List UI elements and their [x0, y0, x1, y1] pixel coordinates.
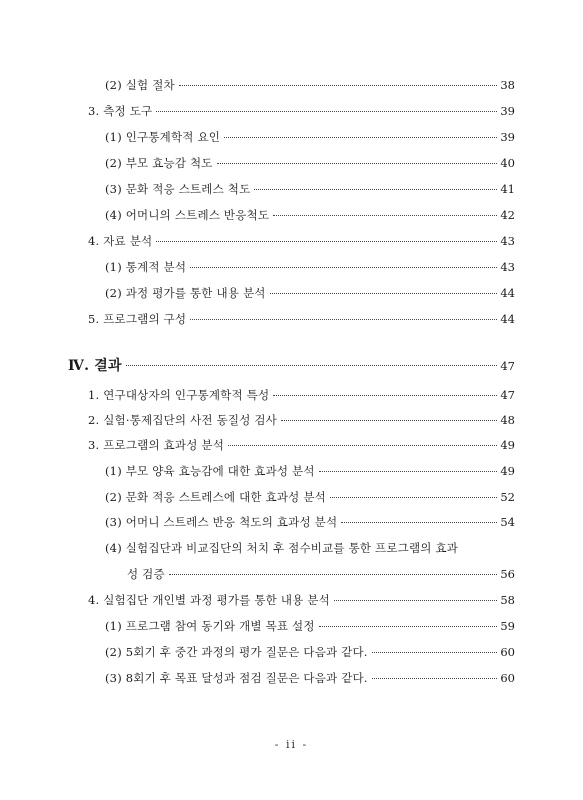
toc-entry-label: 3. 프로그램의 효과성 분석: [88, 438, 225, 452]
toc-entry-label: (4) 어머니의 스트레스 반응척도: [105, 208, 270, 222]
toc-entry-page: 44: [500, 286, 515, 300]
toc-entry: [88, 311, 515, 327]
toc-entry-label: 1. 연구대상자의 인구통계학적 특성: [88, 388, 270, 402]
dot-leader: [156, 241, 497, 242]
toc-entry: [88, 233, 515, 249]
toc-entry-page: 43: [500, 234, 515, 248]
toc-entry-label: (2) 과정 평가를 통한 내용 분석: [105, 286, 266, 300]
dot-leader: [254, 189, 497, 190]
dot-leader: [169, 574, 498, 575]
dot-leader: [270, 293, 498, 294]
toc-entry: [105, 463, 515, 479]
toc-entry: [88, 592, 515, 608]
toc-entry: [88, 412, 515, 428]
toc-entry-label: (3) 어머니 스트레스 반응 척도의 효과성 분석: [105, 515, 338, 529]
toc-entry-label: (3) 문화 적응 스트레스 척도: [105, 182, 251, 196]
toc-entry-page: 44: [500, 312, 515, 326]
dot-leader: [273, 395, 497, 396]
dot-leader: [372, 678, 498, 679]
toc-chapter-entry: [68, 357, 515, 375]
toc-entry-label: (2) 문화 적응 스트레스에 대한 효과성 분석: [105, 490, 326, 504]
toc-entry: [105, 514, 515, 530]
toc-entry-label: (1) 프로그램 참여 동기와 개별 목표 설정: [105, 619, 315, 633]
toc-entry: [105, 285, 515, 301]
toc-chapter-label: Ⅳ. 결과: [68, 358, 122, 374]
dot-leader: [190, 319, 497, 320]
toc-entry-page: 59: [500, 619, 515, 633]
dot-leader: [334, 600, 497, 601]
toc-entry-page: 38: [500, 78, 515, 92]
toc-entry-label: 5. 프로그램의 구성: [88, 312, 187, 326]
toc-entry-page: 47: [500, 359, 515, 373]
toc-entry: [105, 259, 515, 275]
dot-leader: [156, 111, 497, 112]
toc-entry-label: (2) 실험 절차: [105, 78, 175, 92]
toc-entry-page: 47: [500, 388, 515, 402]
dot-leader: [281, 420, 497, 421]
toc-entry-page: 60: [500, 645, 515, 659]
toc-entry-page: 41: [500, 182, 515, 196]
toc-entry: [105, 129, 515, 145]
page-number-footer: - ii -: [274, 738, 309, 751]
toc-entry: [105, 618, 515, 634]
toc-entry-label: (1) 통계적 분석: [105, 260, 187, 274]
toc-entry-label: 성 검증: [127, 567, 165, 581]
dot-leader: [319, 471, 498, 472]
toc-entry-label: (3) 8회기 후 목표 달성과 점검 질문은 다음과 같다.: [105, 671, 368, 685]
toc-entry-page: 54: [500, 515, 515, 529]
dot-leader: [179, 85, 498, 86]
toc-entry: [105, 644, 515, 660]
toc-entry-page: 39: [500, 104, 515, 118]
toc-entry-page: 39: [500, 130, 515, 144]
toc-entry-page: 60: [500, 671, 515, 685]
toc-entry-label: (1) 부모 양육 효능감에 대한 효과성 분석: [105, 464, 315, 478]
toc-entry-label: (2) 부모 효능감 척도: [105, 156, 213, 170]
toc-entry-page: 43: [500, 260, 515, 274]
dot-leader: [273, 215, 497, 216]
toc-entry-continuation: [127, 566, 515, 582]
dot-leader: [217, 163, 498, 164]
dot-leader: [126, 365, 498, 366]
toc-entry: [105, 670, 515, 686]
toc-entry-page: 40: [500, 156, 515, 170]
toc-entry-page: 49: [500, 438, 515, 452]
dot-leader: [190, 267, 497, 268]
toc-entry-page: 58: [500, 593, 515, 607]
toc-entry-label: (1) 인구통계학적 요인: [105, 130, 221, 144]
toc-entry-label: (2) 5회기 후 중간 과정의 평가 질문은 다음과 같다.: [105, 645, 368, 659]
toc-entry-label: 2. 실험·통제집단의 사전 동질성 검사: [88, 413, 277, 427]
toc-entry: [88, 387, 515, 403]
dot-leader: [319, 626, 498, 627]
toc-entry-page: 56: [500, 567, 515, 581]
toc-entry-label: 3. 측정 도구: [88, 104, 153, 118]
toc-entry-page: 49: [500, 464, 515, 478]
dot-leader: [372, 652, 498, 653]
toc-entry-label: 4. 자료 분석: [88, 234, 153, 248]
toc-entry: [105, 489, 515, 505]
dot-leader: [224, 137, 497, 138]
toc-entry-label-wrapped-first-line: (4) 실험집단과 비교집단의 처치 후 점수비교를 통한 프로그램의 효과: [105, 541, 459, 555]
toc-entry: [105, 207, 515, 223]
dot-leader: [330, 497, 497, 498]
dot-leader: [341, 522, 497, 523]
dot-leader: [228, 445, 497, 446]
toc-entry: [105, 77, 515, 93]
toc-entry-page: 52: [500, 490, 515, 504]
toc-entry-page: 48: [500, 413, 515, 427]
toc-entry: [88, 437, 515, 453]
toc-entry: [88, 103, 515, 119]
toc-entry: [105, 181, 515, 197]
toc-entry: [105, 155, 515, 171]
toc-entry-label: 4. 실험집단 개인별 과정 평가를 통한 내용 분석: [88, 593, 330, 607]
toc-entry-page: 42: [500, 208, 515, 222]
